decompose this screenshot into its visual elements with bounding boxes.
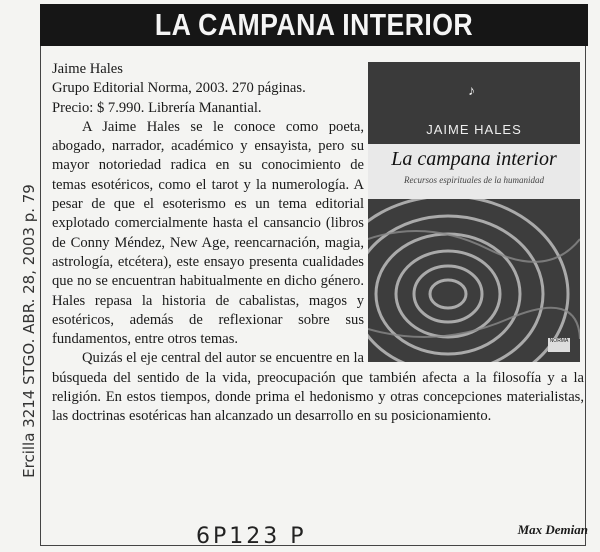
page-title: LA CAMPANA INTERIOR [154,7,474,42]
margin-annotation [2,132,36,546]
book-price: Precio: $ 7.990. Librería Manantial. [52,99,262,116]
paragraph-1: A Jaime Hales se le conoce como poeta, abogado, narrador, académico y ensayista, pero su mayor notoriedad radica en su conocimiento de temas esotéricos, como el tarot y la numerología. A pesar de que el esoterismo es un tema editorial explotado comercialmente hasta el cansancio (libros de Conny Méndez, New Age, reencarnación, magia, astrología, etcétera), este ensayo presenta cualidades que no se encuentran habitualmente en dicho género. Hales repasa la historia de cabalistas, magos y esotéricos, además de reflexionar sobre sus fundamentos, entre otros temas. [52,118,364,348]
handwritten-code: 6P123 P [196,524,307,549]
cover-title: La campana interior [391,148,557,170]
bell-icon: ♪ [468,84,475,99]
cover-subtitle: Recursos espirituales de la humanidad [404,175,544,185]
cover-author: JAIME HALES [426,122,522,137]
margin-annotation-text: Ercilla 3214 STGO. ABR. 28, 2003 p. 79 [20,184,38,478]
paragraph-2: Quizás el eje central del autor se encuentre en la búsqueda del sentido de la vida, preocupación que también afecta a la filosofía y a la religión. En estos tiempos, donde prima el hedonismo y otras concepciones materialistas, las doctrinas esotéricas han alcanzado un desarrollo en su posicionamiento. [52,350,584,425]
book-publisher: Grupo Editorial Norma, 2003. 270 páginas. [52,80,306,97]
book-author: Jaime Hales [52,61,123,77]
signature: Max Demian [517,522,588,537]
book-cover [368,62,580,362]
title-banner [40,4,588,46]
publisher-logo: NORMA [548,338,570,352]
